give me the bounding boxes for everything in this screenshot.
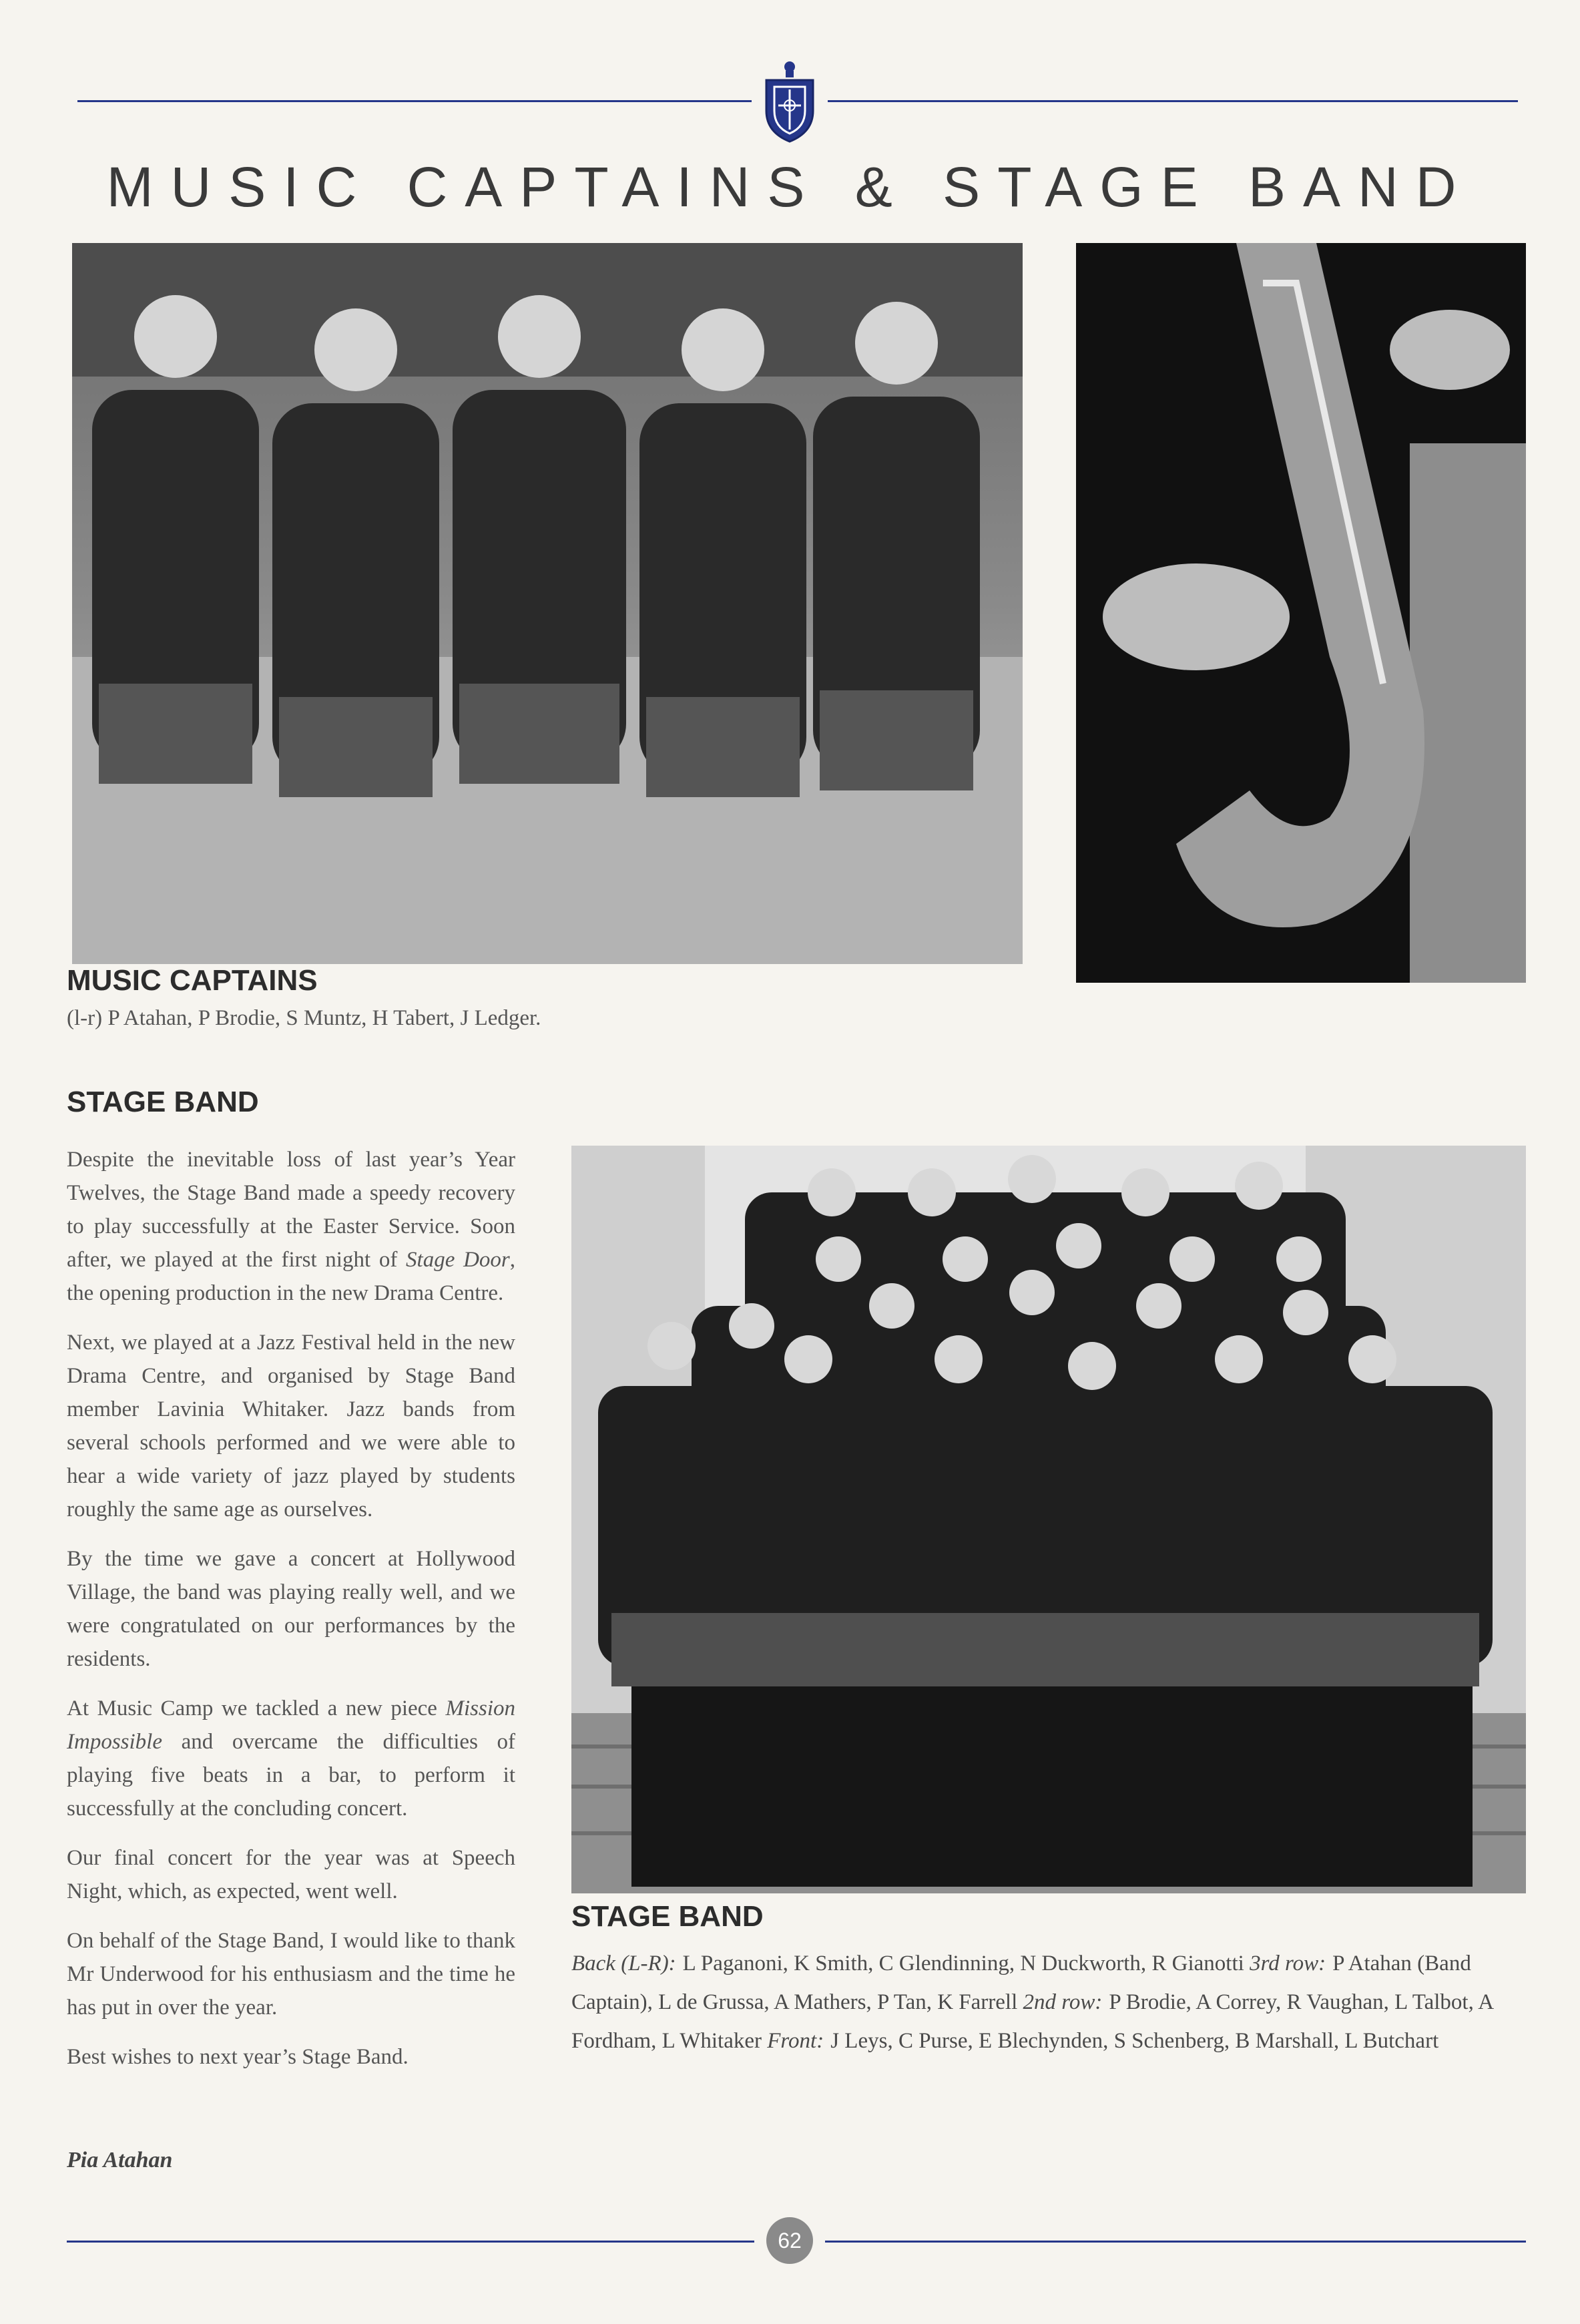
second-row-names: P Brodie, A Correy, R Vaughan, L Talbot, A Fordham, L Whitaker	[571, 1990, 1493, 2053]
page-title: MUSIC CAPTAINS & STAGE BAND	[106, 156, 1474, 218]
header-rule-right	[828, 100, 1518, 102]
front-row-names: J Leys, C Purse, E Blechynden, S Schenberg, B Marshall, L Butchart	[830, 2029, 1439, 2053]
article-paragraph: By the time we gave a concert at Hollywood Village, the band was playing really well, and we were congratulated on our performances by the residents.	[67, 1547, 515, 1671]
stage-band-photo	[571, 1146, 1526, 1893]
article-paragraph: At Music Camp we tackled a new piece Mission Impossible and overcame the difficulties of playing five beats in a bar, to perform it successfully at the concluding concert.	[67, 1696, 515, 1821]
music-captains-photo	[72, 243, 1023, 964]
second-row-label: 2nd row:	[1023, 1990, 1103, 2014]
music-captains-heading: MUSIC CAPTAINS	[67, 964, 318, 997]
article-paragraph: On behalf of the Stage Band, I would like to thank Mr Underwood for his enthusiasm and the time he has put in over the year.	[67, 1929, 515, 2020]
back-row-names: L Paganoni, K Smith, C Glendinning, N Duckworth, R Gianotti	[682, 1951, 1244, 1976]
article-paragraph: Next, we played at a Jazz Festival held in the new Drama Centre, and organised by Stage Band member Lavinia Whitaker. Jazz bands from several schools performed and we were able to hear a wide variety of jazz played by students roughly the same age as ourselves.	[67, 1331, 515, 1522]
third-row-label: 3rd row:	[1250, 1951, 1326, 1976]
stage-band-article-heading: STAGE BAND	[67, 1086, 259, 1118]
stage-band-photo-heading: STAGE BAND	[571, 1900, 764, 1933]
school-crest-icon	[761, 57, 818, 144]
article-paragraph: Best wishes to next year’s Stage Band.	[67, 2045, 409, 2069]
stage-band-caption	[571, 1944, 1522, 2060]
footer-rule-left	[67, 2241, 754, 2243]
footer-rule-right	[825, 2241, 1526, 2243]
back-row-label: Back (L-R):	[571, 1951, 676, 1976]
article-paragraph: Our final concert for the year was at Speech Night, which, as expected, went well.	[67, 1846, 515, 1903]
saxophone-photo	[1076, 243, 1526, 983]
front-row-label: Front:	[767, 2029, 824, 2053]
article-body	[67, 1143, 515, 2090]
article-paragraph: Despite the inevitable loss of last year’s Year Twelves, the Stage Band made a speedy recovery to play successfully at the Easter Service. Soon after, we played at the first night of Stage Door, the opening production in the new Drama Centre.	[67, 1148, 515, 1305]
article-signature: Pia Atahan	[67, 2148, 173, 2172]
page-number: 62	[766, 2217, 813, 2264]
music-captains-caption: (l-r) P Atahan, P Brodie, S Muntz, H Tabert, J Ledger.	[67, 1006, 541, 1030]
header-rule-left	[77, 100, 752, 102]
third-row-names: P Atahan (Band Captain), L de Grussa, A Mathers, P Tan, K Farrell	[571, 1951, 1471, 2014]
